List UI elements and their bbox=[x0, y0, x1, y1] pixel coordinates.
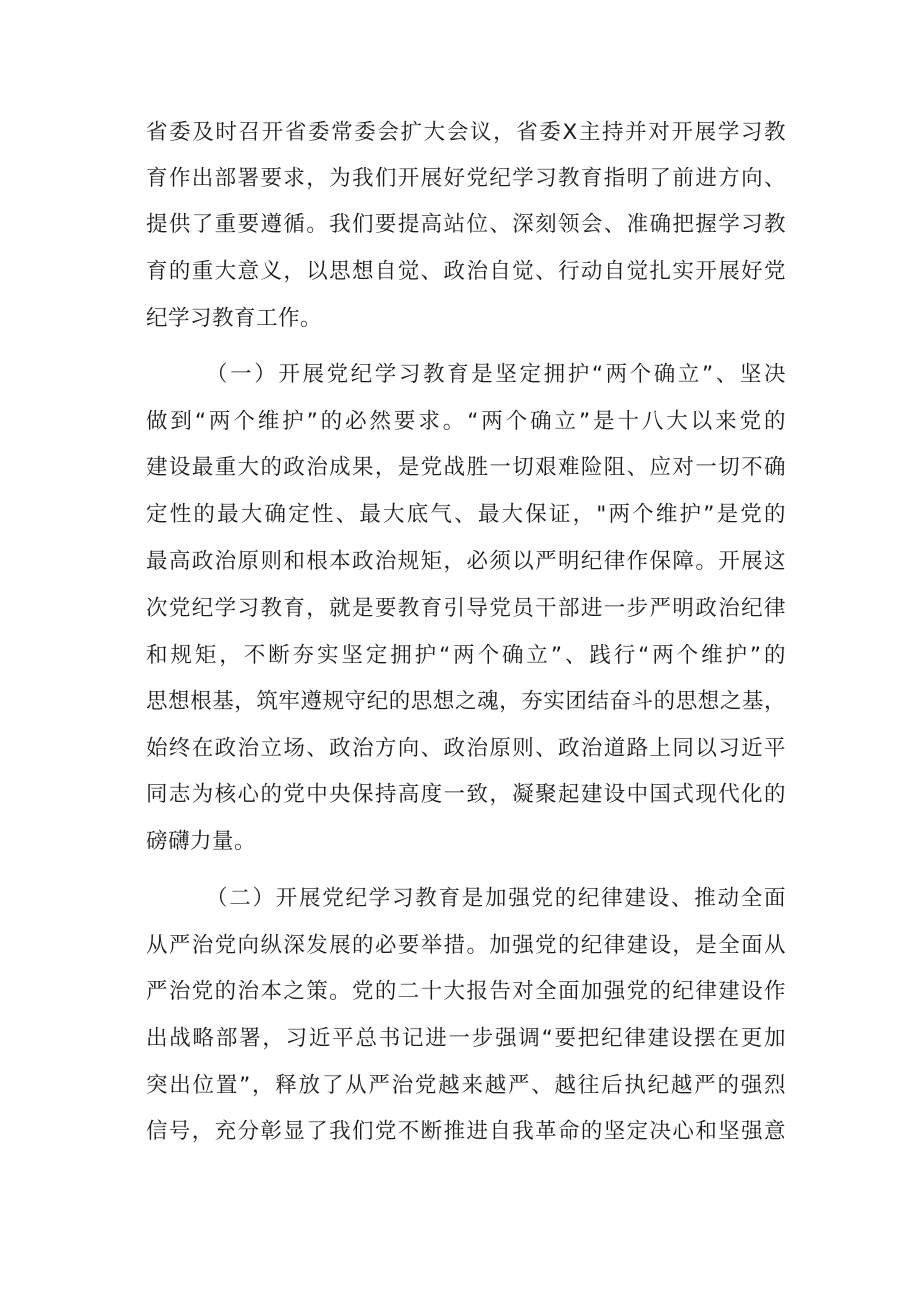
text-line: 突出位置”，释放了从严治党越来越严、越往后执纪越严的强烈 bbox=[146, 1073, 786, 1098]
text-line: 最高政治原则和根本政治规矩，必须以严明纪律作保障。开展这 bbox=[146, 549, 786, 574]
text-line: 严治党的治本之策。党的二十大报告对全面加强党的纪律建设作 bbox=[146, 979, 786, 1004]
text-line: 和规矩，不断夯实坚定拥护“两个确立”、践行“两个维护”的 bbox=[146, 643, 786, 668]
text-line: 育作出部署要求，为我们开展好党纪学习教育指明了前进方向、 bbox=[146, 166, 786, 191]
text-line: 省委及时召开省委常委会扩大会议，省委X主持并对开展学习教 bbox=[146, 120, 786, 145]
text-line: 始终在政治立场、政治方向、政治原则、政治道路上同以习近平 bbox=[146, 736, 786, 761]
text-line: 提供了重要遵循。我们要提高站位、深刻领会、准确把握学习教 bbox=[146, 212, 786, 237]
text-line: 育的重大意义，以思想自觉、政治自觉、行动自觉扎实开展好党 bbox=[146, 259, 786, 284]
text-line: 磅礴力量。 bbox=[146, 829, 257, 854]
section-heading-line: （二）开展党纪学习教育是加强党的纪律建设、推动全面 bbox=[206, 886, 786, 911]
text-line: 定性的最大确定性、最大底气、最大保证，"两个维护”是党的 bbox=[146, 502, 786, 527]
text-line: 思想根基，筑牢遵规守纪的思想之魂，夯实团结奋斗的思想之基， bbox=[146, 689, 786, 714]
text-line: 建设最重大的政治成果，是党战胜一切艰难险阻、应对一切不确 bbox=[146, 455, 786, 480]
text-line: 出战略部署，习近平总书记进一步强调“要把纪律建设摆在更加 bbox=[146, 1026, 786, 1051]
text-line: 纪学习教育工作。 bbox=[146, 306, 323, 331]
text-line: 同志为核心的党中央保持高度一致，凝聚起建设中国式现代化的 bbox=[146, 782, 786, 807]
section-heading-line: （一）开展党纪学习教育是坚定拥护“两个确立”、坚决 bbox=[206, 362, 786, 387]
text-line: 次党纪学习教育，就是要教育引导党员干部进一步严明政治纪律 bbox=[146, 596, 786, 621]
text-line: 从严治党向纵深发展的必要举措。加强党的纪律建设，是全面从 bbox=[146, 933, 786, 958]
text-line: 做到“两个维护”的必然要求。“两个确立”是十八大以来党的 bbox=[146, 409, 786, 434]
text-line: 信号，充分彰显了我们党不断推进自我革命的坚定决心和坚强意 bbox=[146, 1119, 786, 1144]
